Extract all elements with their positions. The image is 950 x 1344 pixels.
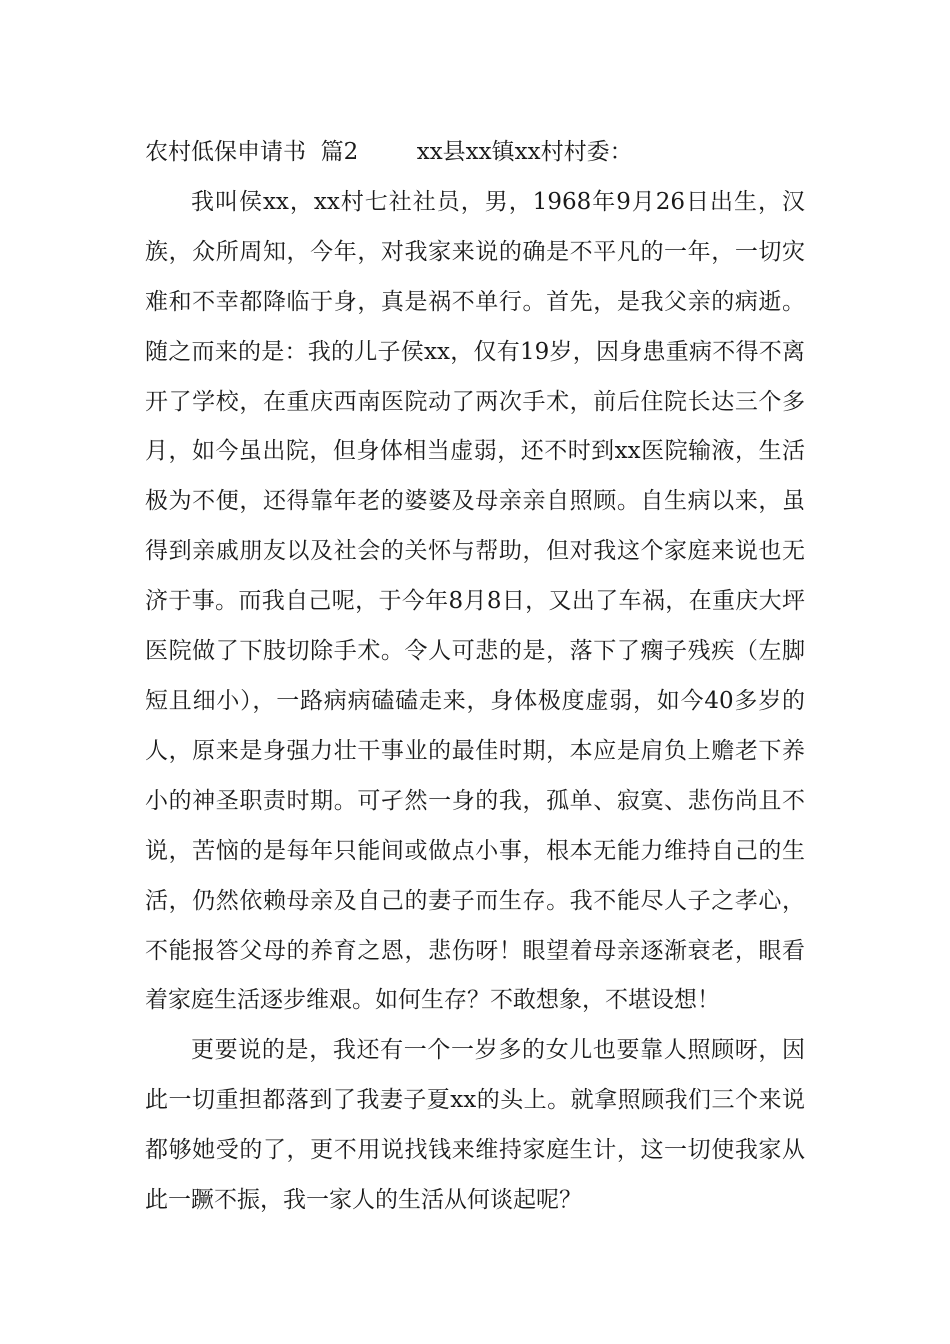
document-body <box>145 128 805 1226</box>
paragraph-2: 更要说的是，我还有一个一岁多的女儿也要靠人照顾呀，因此一切重担都落到了我妻子夏xx的头上。就拿照顾我们三个来说都够她受的了，更不用说找钱来维持家庭生计，这一切使我家从此一蹶不振，我一家人的生活从何谈起呢？ <box>145 1037 805 1214</box>
paragraph-1: 我叫侯xx，xx村七社社员，男，1968年9月26日出生，汉族，众所周知，今年，对我家来说的确是不平凡的一年，一切灾难和不幸都降临于身，真是祸不单行。首先，是我父亲的病逝。随之而来的是：我的儿子侯xx，仅有19岁，因身患重病不得不离开了学校，在重庆西南医院动了两次手术，前后住院长达三个多月，如今虽出院，但身体相当虚弱，还不时到xx医院输液，生活极为不便，还得靠年老的婆婆及母亲亲自照顾。自生病以来，虽得到亲戚朋友以及社会的关怀与帮助，但对我这个家庭来说也无济于事。而我自己呢，于今年8月8日，又出了车祸，在重庆大坪医院做了下肢切除手术。令人可悲的是，落下了瘸子残疾（左脚短且细小），一路病病磕磕走来，身体极度虚弱，如今40多岁的人，原来是身强力壮干事业的最佳时期，本应是肩负上赡老下养小的神圣职责时期。可孑然一身的我，孤单、寂寞、悲伤尚且不说，苦恼的是每年只能间或做点小事，根本无能力维持自己的生活，仍然依赖母亲及自己的妻子而生存。我不能尽人子之孝心，不能报答父母的养育之恩，悲伤呀！眼望着母亲逐渐衰老，眼看着家庭生活逐步维艰。如何生存？不敢想象，不堪设想！ <box>145 188 805 1014</box>
document-heading: 农村低保申请书 篇2 xx县xx镇xx村村委： <box>145 139 633 165</box>
